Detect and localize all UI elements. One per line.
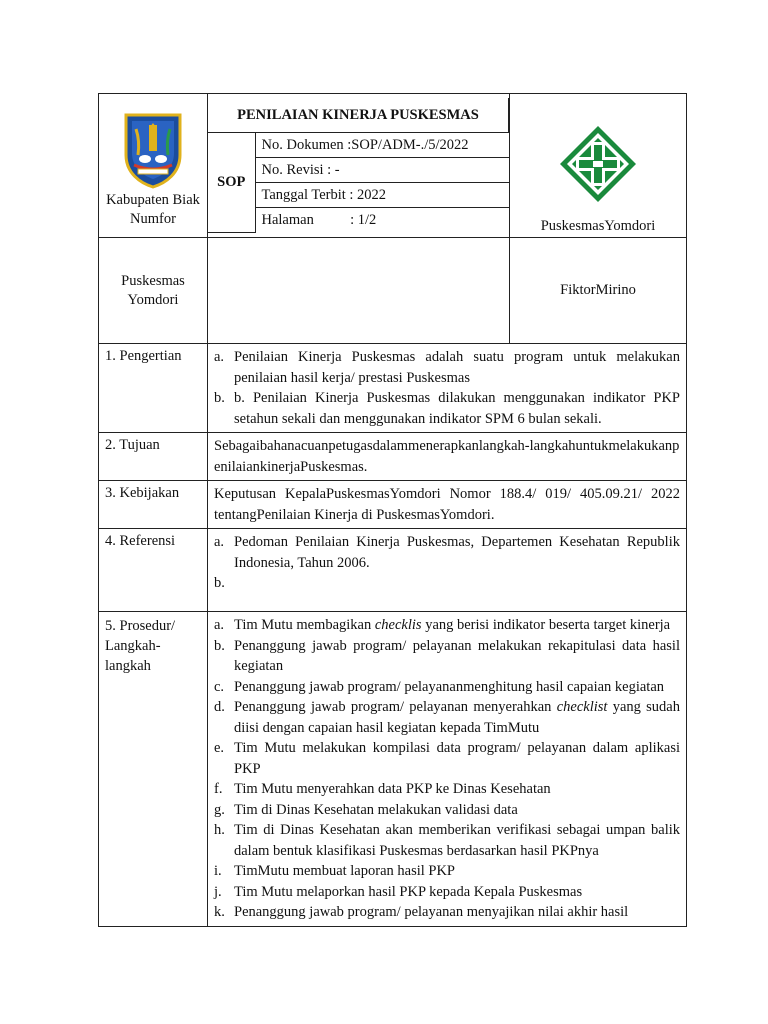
section-prosedur bbox=[99, 612, 687, 927]
section-content bbox=[208, 529, 687, 612]
list-item: i. TimMutu membuat laporan hasil PKP bbox=[214, 863, 455, 879]
list-item: a. Penilaian Kinerja Puskesmas adalah suatu program untuk melakukan penilaian hasil kerja/ prestasi Puskesmas bbox=[214, 349, 680, 386]
section-content: Keputusan KepalaPuskesmasYomdori Nomor 188.4/ 019/ 405.09.21/ 2022 tentangPenilaian Kinerja di PuskesmasYomdori. bbox=[208, 481, 687, 529]
section-content: Sebagaibahanacuanpetugasdalammenerapkanlangkah-langkahuntukmelakukanpenilaiankinerjaPuskesmas. bbox=[208, 433, 687, 481]
sop-info-cell bbox=[208, 94, 510, 238]
section-label: 4. Referensi bbox=[99, 529, 208, 612]
section-tujuan bbox=[99, 433, 687, 481]
document-title: PENILAIAN KINERJA PUSKESMAS bbox=[208, 98, 509, 133]
list-item: f. Tim Mutu menyerahkan data PKP ke Dinas Kesehatan bbox=[214, 781, 551, 797]
sop-label: SOP bbox=[208, 133, 255, 233]
tanggal-terbit-field: Tanggal Terbit : 2022 bbox=[255, 183, 509, 208]
kabupaten-cell bbox=[99, 94, 208, 238]
list-item: a. Pedoman Penilaian Kinerja Puskesmas, Departemen Kesehatan Republik Indonesia, Tahun 2006. bbox=[214, 534, 680, 571]
header-row bbox=[99, 94, 687, 238]
puskesmas-logo-label: PuskesmasYomdori bbox=[540, 218, 656, 234]
list-item: e. Tim Mutu melakukan kompilasi data program/ pelayanan dalam aplikasi PKP bbox=[214, 740, 680, 777]
section-referensi bbox=[99, 529, 687, 612]
sop-document bbox=[98, 93, 686, 927]
puskesmas-logo-icon bbox=[558, 124, 638, 204]
sop-table bbox=[98, 93, 687, 927]
section-label: 5. Prosedur/ Langkah-langkah bbox=[99, 612, 208, 927]
puskesmas-logo-cell bbox=[510, 94, 687, 238]
section-kebijakan bbox=[99, 481, 687, 529]
no-dokumen-field: No. Dokumen :SOP/ADM-./5/2022 bbox=[255, 133, 509, 158]
list-item: k. Penanggung jawab program/ pelayanan menyajikan nilai akhir hasil bbox=[214, 904, 629, 920]
sop-info-table bbox=[208, 98, 509, 233]
section-pengertian bbox=[99, 344, 687, 433]
signatory-name: FiktorMirino bbox=[510, 238, 687, 344]
section-label: 2. Tujuan bbox=[99, 433, 208, 481]
list-item: a. Tim Mutu membagikan checklis yang berisi indikator beserta target kinerja bbox=[214, 617, 671, 633]
list-item: b. Penanggung jawab program/ pelayanan melakukan rekapitulasi data hasil kegiatan bbox=[214, 637, 680, 674]
no-revisi-field: No. Revisi : - bbox=[255, 158, 509, 183]
section-content bbox=[208, 612, 687, 927]
list-item: j. Tim Mutu melaporkan hasil PKP kepada Kepala Puskesmas bbox=[214, 883, 583, 900]
kabupaten-label: Kabupaten Biak Numfor bbox=[106, 191, 200, 227]
halaman-field: Halaman : 1/2 bbox=[255, 208, 509, 233]
signature-row bbox=[99, 238, 687, 344]
prosedur-list bbox=[214, 615, 680, 923]
kabupaten-crest-icon bbox=[120, 111, 186, 189]
referensi-list: a. Pedoman Penilaian Kinerja Puskesmas, Departemen Kesehatan Republik Indonesia, Tahun 2006. b. bbox=[214, 534, 680, 591]
section-label: 1. Pengertian bbox=[99, 344, 208, 433]
list-item: h. Tim di Dinas Kesehatan akan memberikan verifikasi sebagai umpan balik dalam bentuk klasifikasi Puskesmas berdasarkan hasil PKPnya bbox=[214, 822, 680, 859]
list-item: c. Penanggung jawab program/ pelayananmenghitung hasil capaian kegiatan bbox=[214, 678, 665, 695]
list-item: d. Penanggung jawab program/ pelayanan menyerahkan checklist yang sudah diisi dengan capaian hasil kegiatan kepada TimMutu bbox=[214, 699, 680, 736]
section-label: 3. Kebijakan bbox=[99, 481, 208, 529]
pengertian-list bbox=[214, 347, 680, 429]
list-item: b. b. Penilaian Kinerja Puskesmas dilakukan menggunakan indikator PKP setahun sekali dan menggunakan indikator SPM 6 bulan sekali. bbox=[214, 390, 680, 427]
signature-middle bbox=[208, 238, 510, 344]
signature-left: Puskesmas Yomdori bbox=[99, 238, 208, 344]
list-item: g. Tim di Dinas Kesehatan melakukan validasi data bbox=[214, 801, 518, 818]
section-content bbox=[208, 344, 687, 433]
